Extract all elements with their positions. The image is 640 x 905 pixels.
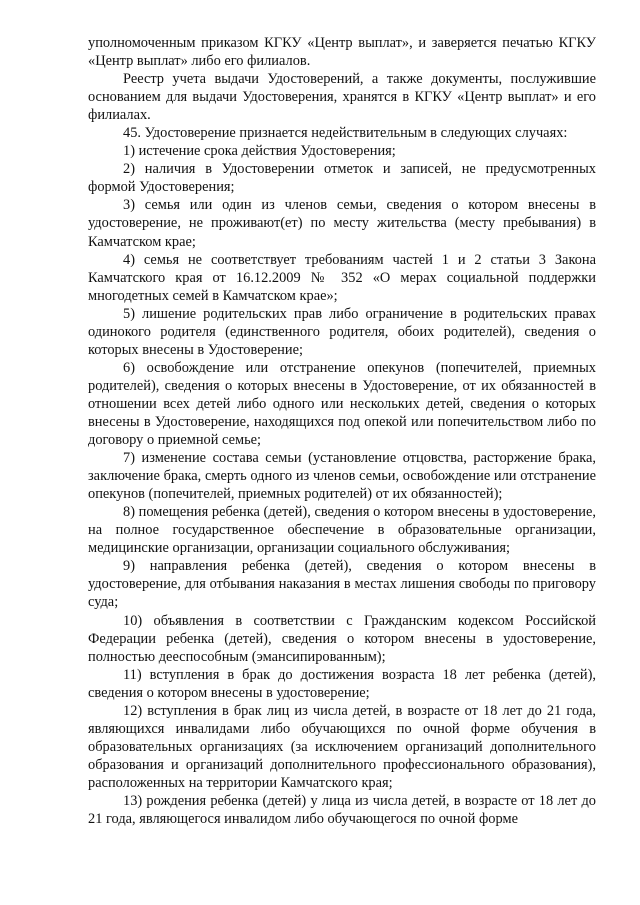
list-item-7: 7) изменение состава семьи (установление отцовства, расторжение брака, заключение брака, смерть одного из членов семьи, освобождение или отстранение опекунов (попечителей, приемных родителей) от их обязанностей);	[88, 450, 596, 503]
list-item-11: 11) вступления в брак до достижения возраста 18 лет ребенка (детей), сведения о котором внесены в удостоверение;	[88, 666, 596, 701]
paragraph-section-45: 45. Удостоверение признается недействительным в следующих случаях:	[123, 125, 568, 142]
list-item-9: 9) направления ребенка (детей), сведения о котором внесены в удостоверение, для отбывания наказания в местах лишения свободы по приговору суда;	[88, 558, 596, 611]
list-item-12: 12) вступления в брак лиц из числа детей, в возрасте от 18 лет до 21 года, являющихся инвалидами либо обучающихся по очной форме обучения в образовательных организациях (за исключением организаций дополнительного образования и организаций дополнительного профессионального образования), расположенных на территории Камчатского края;	[88, 702, 596, 791]
list-item-4: 4) семья не соответствует требованиям частей 1 и 2 статьи 3 Закона Камчатского края от 16.12.2009 № 352 «О мерах социальной поддержки многодетных семей в Камчатском крае»;	[88, 251, 596, 304]
list-item-5: 5) лишение родительских прав либо ограничение в родительских правах одинокого родителя (единственного родителя, обоих родителей), сведения о которых внесены в Удостоверение;	[88, 305, 596, 358]
list-item-6: 6) освобождение или отстранение опекунов (попечителей, приемных родителей), сведения о которых внесены в Удостоверение, от их обязанностей в отношении всех детей либо одного или нескольких детей, сведения о которых внесены в Удостоверение, находящихся под опекой или попечительством либо по договору о приемной семье;	[88, 359, 596, 449]
list-item-1: 1) истечение срока действия Удостоверения;	[123, 143, 396, 160]
list-item-2: 2) наличия в Удостоверении отметок и записей, не предусмотренных формой Удостоверения;	[88, 161, 596, 196]
list-item-13: 13) рождения ребенка (детей) у лица из числа детей, в возрасте от 18 лет до 21 года, являющегося инвалидом либо обучающегося по очной форме	[88, 792, 596, 828]
list-item-8: 8) помещения ребенка (детей), сведения о котором внесены в удостоверение, на полное государственное обеспечение в образовательные организации, медицинские организации, организации социального обслуживания;	[88, 504, 596, 557]
document-page	[88, 34, 596, 828]
list-item-3: 3) семья или один из членов семьи, сведения о котором внесены в удостоверение, не проживают(ет) по месту жительства (месту пребывания) в Камчатском крае;	[88, 197, 596, 250]
paragraph-continuation: уполномоченным приказом КГКУ «Центр выплат», и заверяется печатью КГКУ «Центр выплат» либо его филиалов.	[88, 35, 596, 70]
list-item-10: 10) объявления в соответствии с Гражданским кодексом Российской Федерации ребенка (детей), сведения о котором внесены в удостоверение, полностью дееспособным (эмансипированным);	[88, 612, 596, 665]
paragraph-registry: Реестр учета выдачи Удостоверений, а также документы, послужившие основанием для выдачи Удостоверения, хранятся в КГКУ «Центр выплат» и его филиалах.	[88, 71, 596, 124]
